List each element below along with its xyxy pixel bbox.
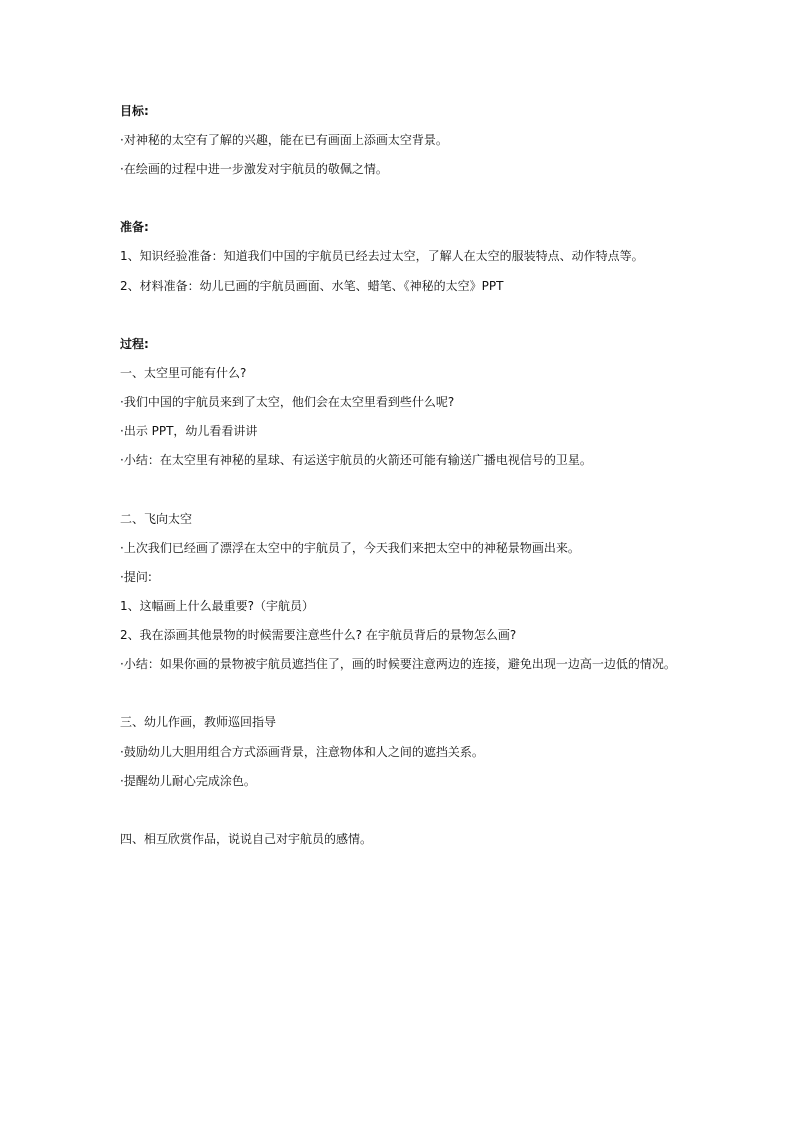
- section-item: 1、这幅画上什么最重要?（宇航员）: [120, 599, 315, 613]
- section-item: ·小结：在太空里有神秘的星球、有运送宇航员的火箭还可能有输送广播电视信号的卫星。: [120, 453, 592, 467]
- goals-heading: 目标:: [120, 104, 149, 118]
- preparation-item: 2、材料准备：幼儿已画的宇航员画面、水笔、蜡笔、《神秘的太空》PPT: [120, 279, 504, 293]
- section-item: ·鼓励幼儿大胆用组合方式添画背景，注意物体和人之间的遮挡关系。: [120, 745, 484, 759]
- section-title: 一、太空里可能有什么?: [120, 366, 247, 380]
- preparation-heading: 准备:: [120, 220, 149, 234]
- section-item: ·提问:: [120, 570, 152, 584]
- section-item: 2、我在添画其他景物的时候需要注意些什么? 在宇航员背后的景物怎么画?: [120, 628, 517, 642]
- section-item: ·提醒幼儿耐心完成涂色。: [120, 774, 256, 788]
- section-item: ·出示 PPT，幼儿看看讲讲: [120, 424, 258, 438]
- goal-item: ·在绘画的过程中进一步激发对宇航员的敬佩之情。: [120, 162, 388, 176]
- section-item: ·上次我们已经画了漂浮在太空中的宇航员了，今天我们来把太空中的神秘景物画出来。: [120, 541, 580, 555]
- section-title: 三、幼儿作画，教师巡回指导: [120, 715, 277, 729]
- goal-item: ·对神秘的太空有了解的兴趣，能在已有画面上添画太空背景。: [120, 133, 448, 147]
- section-item: ·我们中国的宇航员来到了太空，他们会在太空里看到些什么呢?: [120, 395, 455, 409]
- preparation-item: 1、知识经验准备：知道我们中国的宇航员已经去过太空，了解人在太空的服装特点、动作特点等。: [120, 249, 644, 263]
- section-title: 二、飞向太空: [120, 512, 193, 526]
- section-title: 四、相互欣赏作品，说说自己对宇航员的感情。: [120, 832, 373, 846]
- section-item: ·小结：如果你画的景物被宇航员遮挡住了，画的时候要注意两边的连接，避免出现一边高一边低的情况。: [120, 657, 676, 671]
- process-heading: 过程:: [120, 337, 149, 351]
